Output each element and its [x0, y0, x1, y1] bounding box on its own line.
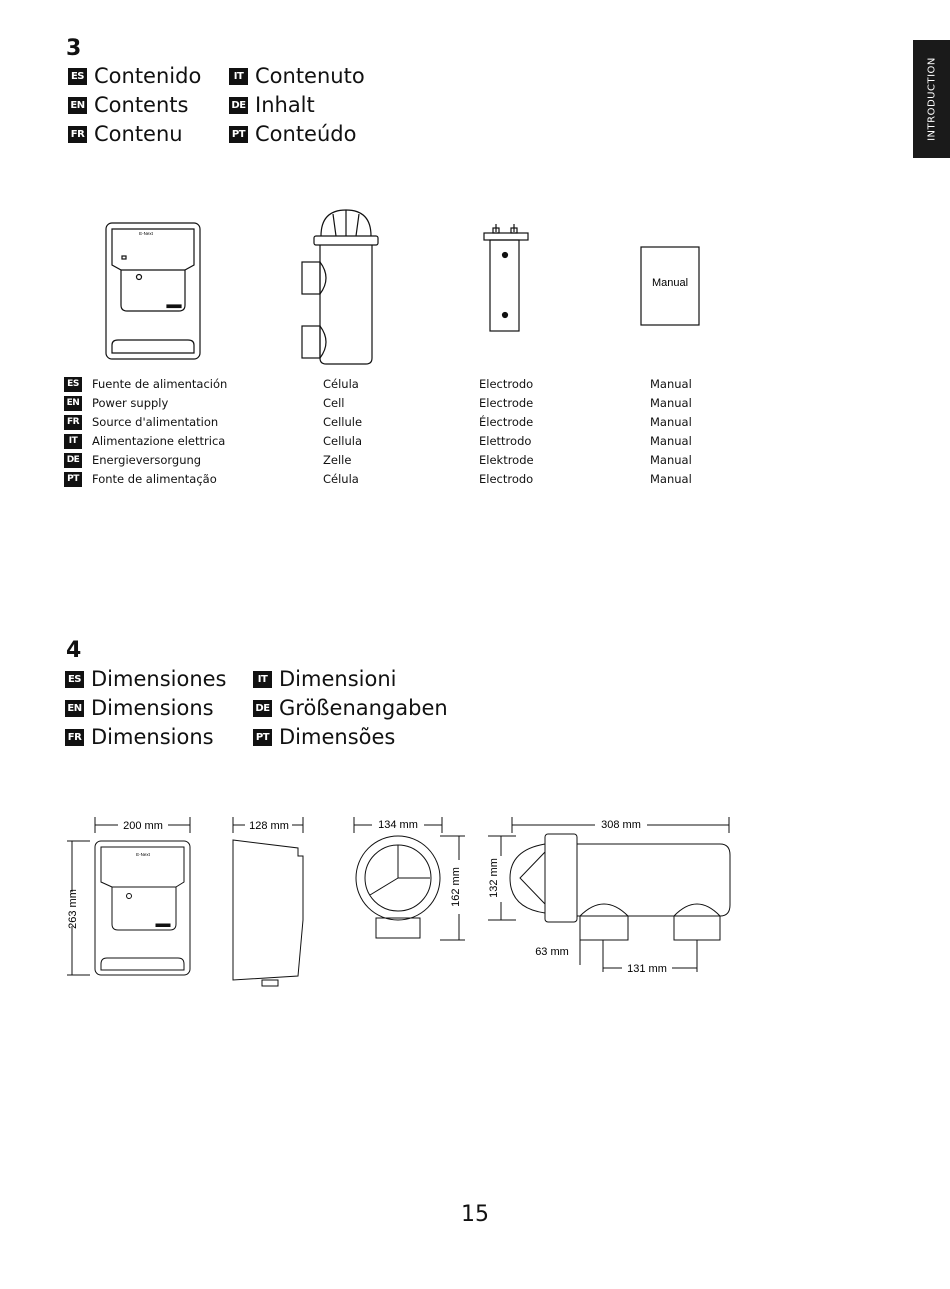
- electrode-label: Électrode: [479, 415, 534, 429]
- electrode-label: Electrode: [479, 396, 534, 410]
- lang-badge-es: ES: [64, 377, 82, 392]
- cell-label: Cellula: [323, 434, 363, 448]
- cell-label: Cell: [323, 396, 345, 410]
- lang-badge-en: EN: [64, 396, 82, 411]
- power-supply-label: Energieversorgung: [92, 453, 202, 467]
- electrode-label: Electrodo: [479, 472, 534, 486]
- power-supply-front-brand: E-Next: [136, 852, 150, 857]
- power-supply-side-drawing: [233, 817, 303, 986]
- lang-badge-it: IT: [64, 434, 82, 449]
- section-4-title-en: EN Dimensions: [65, 696, 214, 720]
- side-tab-label: INTRODUCTION: [926, 57, 937, 141]
- section-3-title-pt: PT Conteúdo: [229, 122, 356, 146]
- section-4-title-pt: PT Dimensões: [253, 725, 395, 749]
- power-supply-brand: E-Next: [139, 231, 153, 236]
- power-supply-label: Source d'alimentation: [92, 415, 219, 429]
- cell-label: Célula: [323, 472, 359, 486]
- contents-illustrations: [0, 0, 950, 370]
- manual-label: Manual: [650, 453, 692, 467]
- power-supply-label: Alimentazione elettrica: [92, 434, 226, 448]
- dim-cell-height-label: 162 mm: [450, 867, 462, 907]
- electrode-label: Electrodo: [479, 377, 534, 391]
- manual-label: Manual: [650, 434, 692, 448]
- section-3-title-en: EN Contents: [68, 93, 188, 117]
- lang-badge-de: DE: [64, 453, 82, 468]
- section-4-title-de: DE Größenangaben: [253, 696, 448, 720]
- cell-label: Cellule: [323, 415, 363, 429]
- lang-badge-fr: FR: [64, 415, 82, 430]
- section-4-title-fr: FR Dimensions: [65, 725, 214, 749]
- section-3-number: 3: [66, 36, 82, 61]
- section-3-title-it: IT Contenuto: [229, 64, 365, 88]
- section-3-title-fr: FR Contenu: [68, 122, 183, 146]
- manual-label: Manual: [650, 415, 692, 429]
- page-number: 15: [461, 1202, 489, 1227]
- cell-front-drawing: [354, 817, 465, 940]
- cell-label: Célula: [323, 377, 359, 391]
- dim-cell-body-label: 132 mm: [488, 858, 500, 898]
- manual-drawing-label: Manual: [651, 277, 689, 289]
- section-4-title-es: ES Dimensiones: [65, 667, 227, 691]
- section-4-title-it: IT Dimensioni: [253, 667, 396, 691]
- dim-port-label: 63 mm: [535, 946, 569, 958]
- electrode-label: Elektrode: [479, 453, 534, 467]
- dim-depth-label: 128 mm: [249, 820, 289, 832]
- power-supply-front-drawing: [67, 817, 190, 975]
- section-3-title-es: ES Contenido: [68, 64, 201, 88]
- dimensions-drawings: [0, 800, 950, 1000]
- manual-label: Manual: [650, 396, 692, 410]
- section-4-number: 4: [66, 638, 82, 663]
- manual-label: Manual: [650, 472, 692, 486]
- cell-drawing: [302, 210, 378, 364]
- dim-width-label: 200 mm: [123, 820, 163, 832]
- section-3-title-de: DE Inhalt: [229, 93, 315, 117]
- power-supply-label: Fuente de alimentación: [92, 377, 228, 391]
- cell-side-drawing: [488, 817, 730, 972]
- manual-label: Manual: [650, 377, 692, 391]
- lang-badge-pt: PT: [64, 472, 82, 487]
- dim-port-spacing-label: 131 mm: [627, 963, 667, 975]
- power-supply-drawing: [106, 223, 200, 359]
- power-supply-label: Fonte de alimentação: [92, 472, 217, 486]
- electrode-drawing: [484, 224, 528, 331]
- dim-cell-diameter-label: 134 mm: [378, 819, 418, 831]
- power-supply-label: Power supply: [92, 396, 169, 410]
- dim-height-label: 263 mm: [67, 889, 79, 929]
- cell-label: Zelle: [323, 453, 352, 467]
- electrode-label: Elettrodo: [479, 434, 532, 448]
- dim-cell-length-label: 308 mm: [601, 819, 641, 831]
